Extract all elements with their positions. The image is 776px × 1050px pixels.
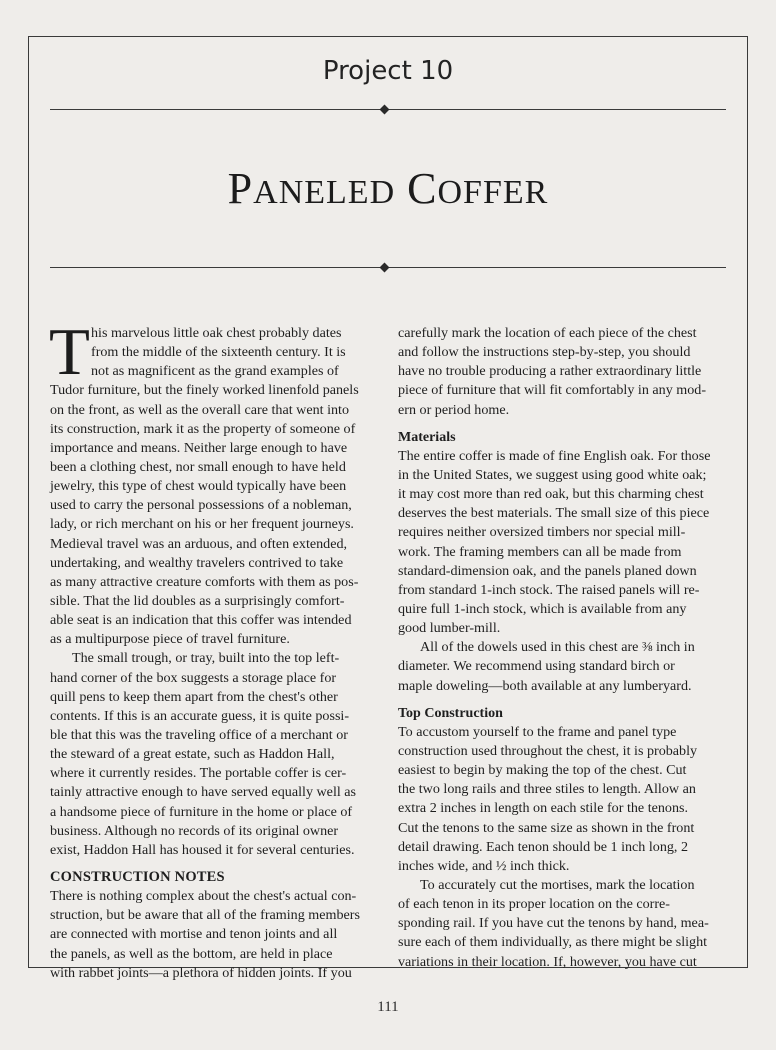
text-line: quill pens to keep them apart from the chest's other [50,688,338,705]
text-line: the steward of a great estate, such as Haddon Hall, [50,746,335,763]
text-line: on the front, as well as the overall care that went into [50,401,349,418]
text-line: To accustom yourself to the frame and panel type [398,723,677,740]
text-line: from the middle of the sixteenth century. It is [91,344,346,361]
text-line: with rabbet joints—a plethora of hidden joints. If you [50,964,352,981]
text-line: the panels, as well as the bottom, are held in place [50,945,333,962]
text-line: sible. That the lid doubles as a surprisingly comfort- [50,592,345,609]
text-line: There is nothing complex about the chest's actual con- [50,888,357,905]
text-line: standard-dimension oak, and the panels planed down [398,562,697,579]
text-line: been a clothing chest, nor small enough to have held [50,458,346,475]
text-line: The entire coffer is made of fine English oak. For those [398,447,711,464]
section-heading-top-construction: Top Construction [398,705,503,721]
text-line: inches wide, and ½ inch thick. [398,857,570,874]
left-column [49,315,375,983]
text-line: as many attractive creature comforts with them as pos- [50,573,359,590]
project-label: Project 10 [322,56,454,86]
text-line: ern or period home. [398,401,510,418]
text-line: detail drawing. Each tenon should be 1 inch long, 2 [398,838,689,855]
text-line: from standard 1-inch stock. The raised panels will re- [398,581,700,598]
text-line: Medieval travel was an arduous, and often extended, [50,535,348,552]
title-word-1-rest: ANELED [253,174,396,211]
text-line: extra 2 inches in length on each stile for the tenons. [398,800,689,817]
text-line: diameter. We recommend using standard birch or [398,658,675,675]
text-line: its construction, mark it as the property of someone of [50,420,356,437]
text-line: contents. If this is an accurate guess, it is quite possi- [50,707,350,724]
text-line: used to carry the personal possessions of a nobleman, [50,497,352,514]
text-line: not as magnificent as the grand examples of [91,363,339,380]
text-line: of each tenon in its proper location on the corre- [398,896,670,913]
drop-cap: T [49,315,90,389]
text-line: able seat is an indication that this coffer was intended [50,612,352,629]
text-line: All of the dowels used in this chest are ⅜ inch in [420,639,695,656]
page-number: 111 [377,999,399,1015]
text-line: construction used throughout the chest, it is probably [398,742,698,759]
text-line: deserves the best materials. The small size of this piece [398,505,710,522]
text-line: importance and means. Neither large enough to have [50,439,348,456]
text-line: the two long rails and three stiles to length. Allow an [398,781,696,798]
title-initial-c: C [407,164,438,213]
text-line: where it currently resides. The portable coffer is cer- [50,765,347,782]
text-line: in the United States, we suggest using good white oak; [398,466,707,483]
text-line: The small trough, or tray, built into the top left- [72,650,340,667]
text-line: it may cost more than red oak, but this charming chest [398,486,704,503]
text-line: To accurately cut the mortises, mark the location [420,876,695,893]
text-line: have no trouble producing a rather extraordinary little [398,363,702,380]
text-line: struction, but be aware that all of the framing members [50,907,360,924]
text-line: Cut the tenons to the same size as shown in the front [398,819,695,836]
text-line: maple doweling—both available at any lumberyard. [398,677,692,694]
text-line: sponding rail. If you have cut the tenons by hand, mea- [398,915,709,932]
text-line: tainly attractive enough to have served equally well as [50,784,357,801]
text-line: ble that this was the traveling office of a merchant or [50,726,348,743]
text-line: requires neither oversized timbers nor special mill- [398,524,686,541]
text-line: sure each of them individually, as there might be slight [398,934,708,951]
text-line: easiest to begin by making the top of the chest. Cut [398,762,687,779]
text-line: are connected with mortise and tenon joints and all [50,926,338,943]
text-line: undertaking, and wealthy travelers contrived to take [50,554,344,571]
section-heading-construction-notes: CONSTRUCTION NOTES [50,868,225,885]
text-line: and follow the instructions step-by-step, you should [398,344,691,361]
text-line: work. The framing members can all be made from [398,543,682,560]
right-column [398,324,728,972]
section-heading-materials: Materials [398,429,456,445]
text-line: business. Although no records of its original owner [50,822,339,839]
text-line: carefully mark the location of each piece of the chest [398,325,697,341]
text-line: variations in their location. If, however, you have cut [398,953,697,970]
title-word-2-rest: OFFER [437,174,549,211]
text-line: quire full 1-inch stock, which is available from any [398,600,687,617]
text-line: his marvelous little oak chest probably dates [91,325,342,341]
text-line: hand corner of the box suggests a storage place for [50,669,337,686]
text-line: piece of furniture that will fit comfortably in any mod- [398,382,707,399]
text-line: as a multipurpose piece of travel furniture. [50,631,290,648]
text-line: good lumber-mill. [398,620,501,637]
text-line: jewelry, this type of chest would typically have been [50,478,347,495]
title-initial-p: P [227,164,254,213]
page-title [0,163,776,214]
text-line: Tudor furniture, but the finely worked linenfold panels [50,382,359,399]
text-line: lady, or rich merchant on his or her frequent journeys. [50,516,354,533]
text-line: exist, Haddon Hall has housed it for several centuries. [50,841,355,858]
text-line: a handsome piece of furniture in the home or place of [50,803,353,820]
